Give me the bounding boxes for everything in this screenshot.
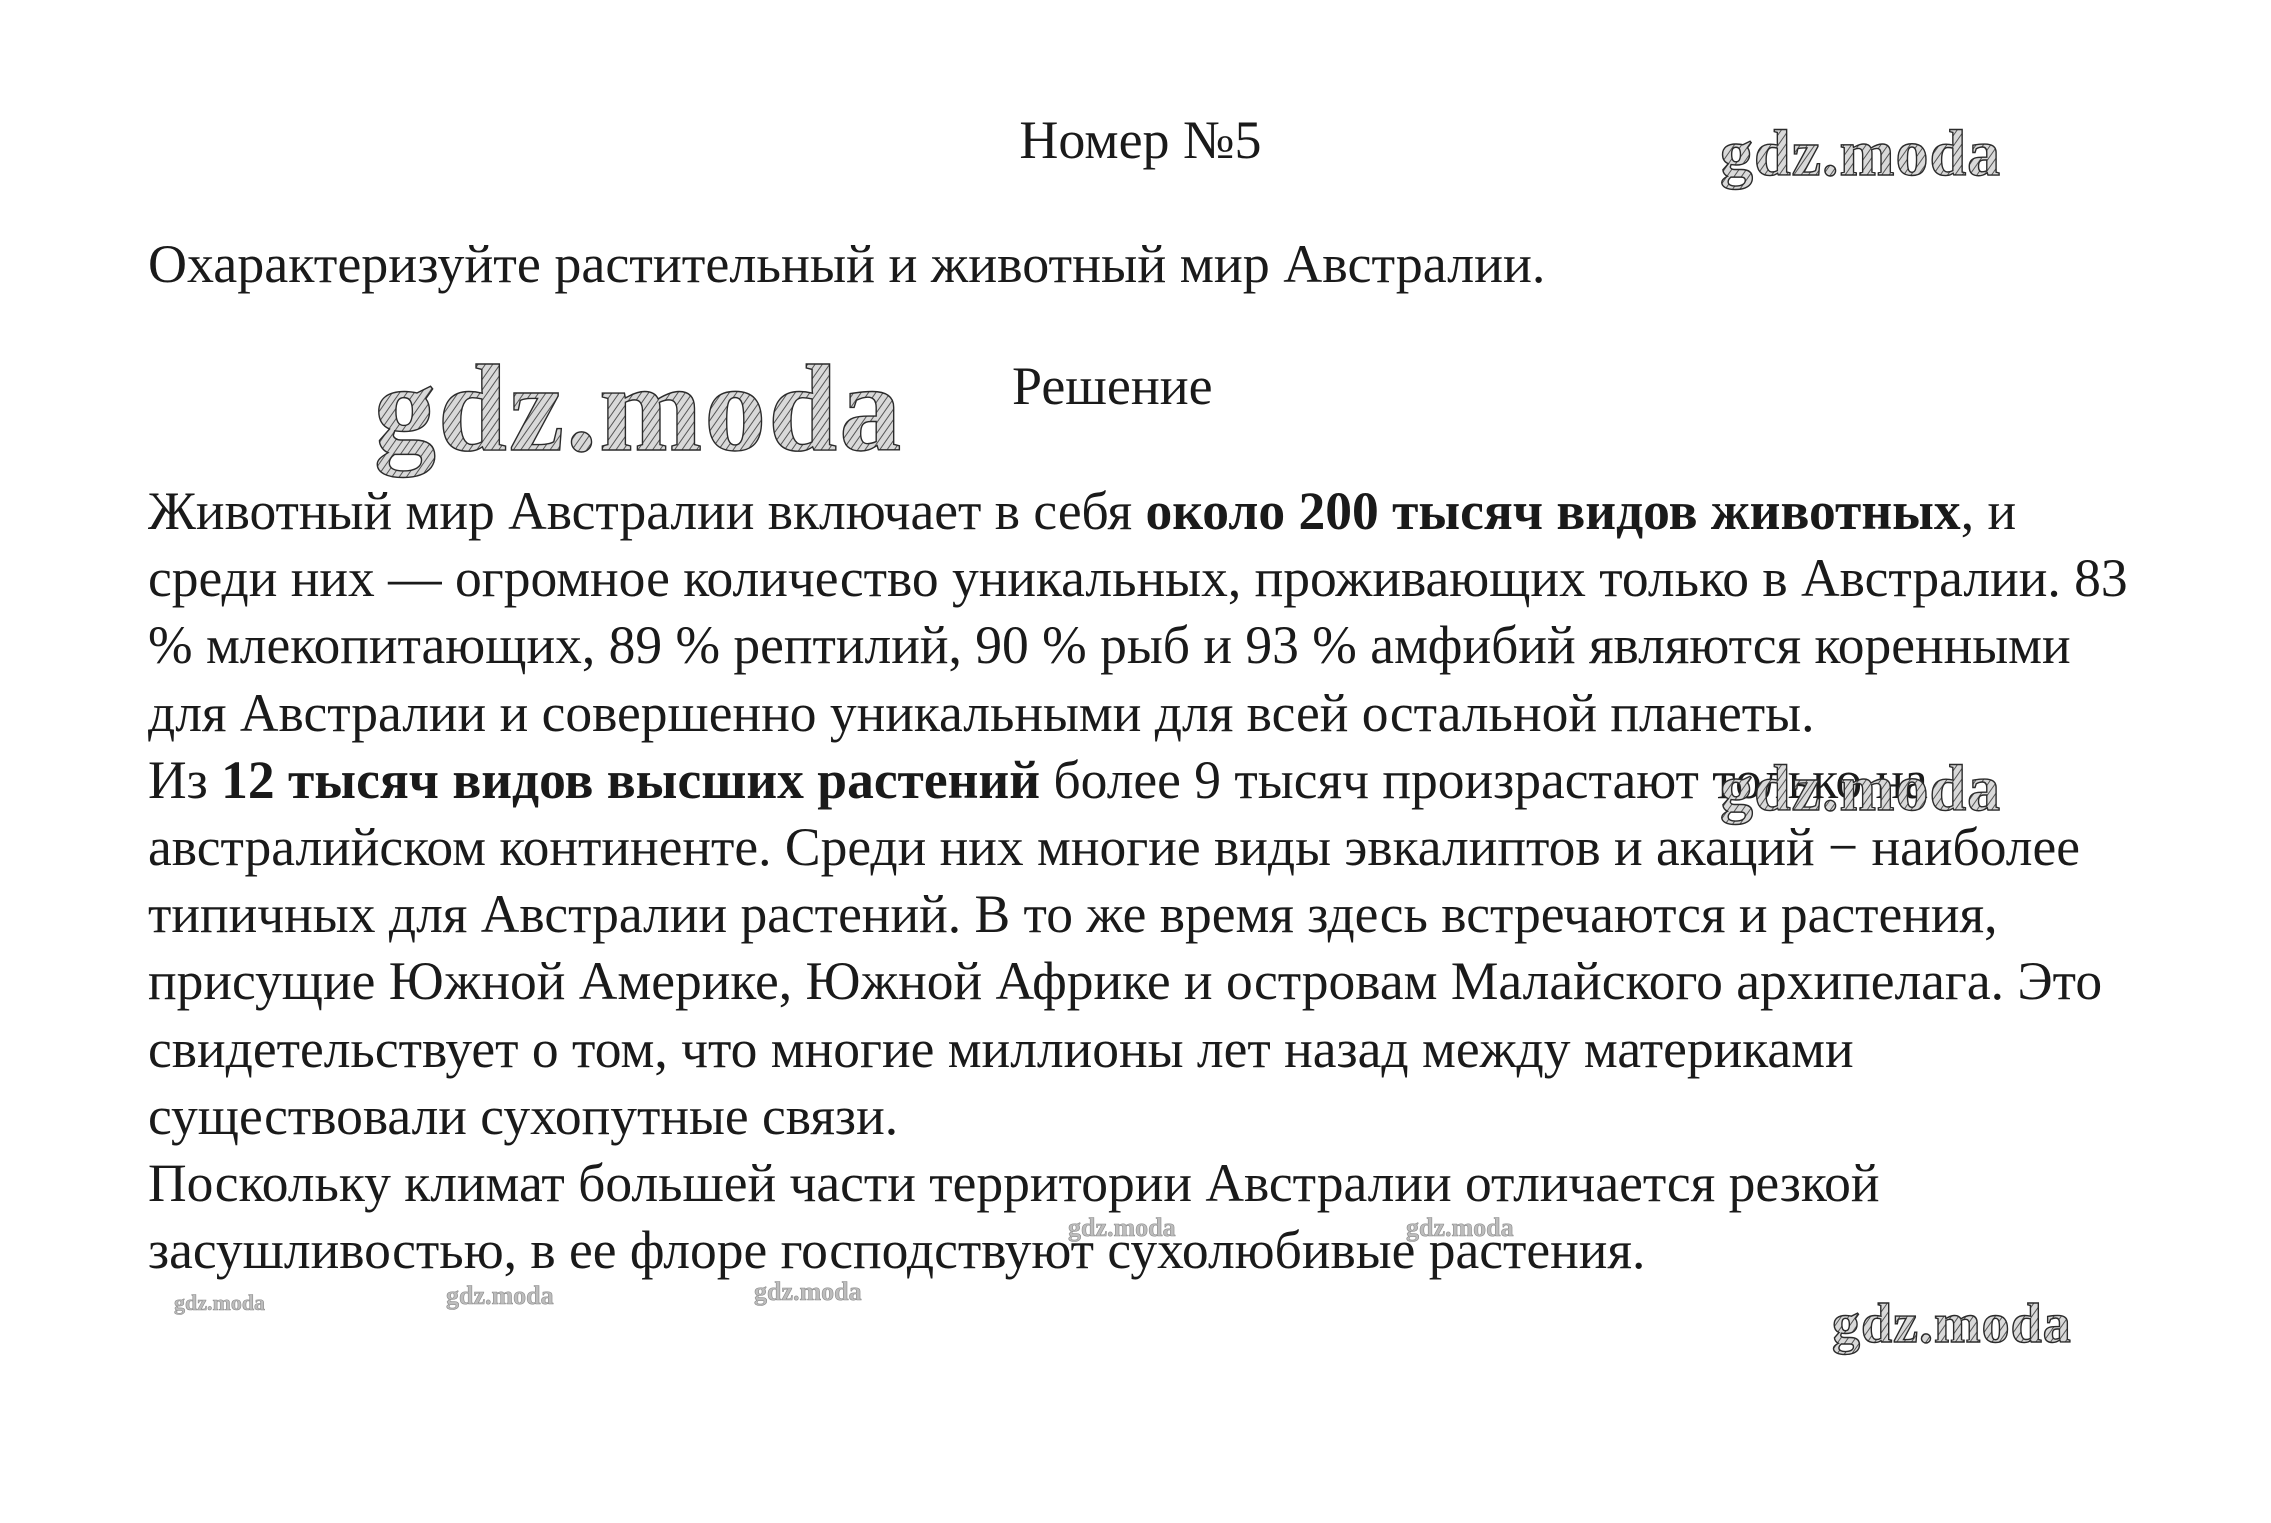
svg-text:gdz.moda [174, 1290, 265, 1315]
solution-body [148, 478, 2138, 1284]
paragraph-climate: Поскольку климат большей части территории Австралии отличается резкой засушливостью, в ее флоре господствуют сухолюбивые растения. [148, 1153, 1880, 1281]
animals-bold-count: около 200 тысяч видов животных [1145, 481, 1961, 541]
watermark-small-2 [1404, 1212, 1554, 1244]
solution-heading: Решение [1012, 356, 1213, 416]
watermark-large [370, 340, 1030, 490]
animals-text-1: Животный мир Австралии включает в себя [148, 481, 1146, 541]
plants-bold-count: 12 тысяч видов высших растений [221, 749, 1041, 810]
plants-text-1: Из [148, 749, 222, 810]
svg-text:gdz.moda [374, 340, 903, 478]
svg-text:gdz.moda [1832, 1293, 2072, 1355]
svg-text:gdz.moda [446, 1281, 554, 1310]
plants-text-2: более 9 тысяч произрастают только на австралийском континенте. Среди них многие виды эвкалиптов и акаций − наиболее типичных для Австралии растений. В то же время здесь встречаются и растения, присущие Южной Америке, Южной Африке и островам Малайского архипелага. Это свидетельствует о том, что многие миллионы лет назад между материками существовали сухопутные связи. [148, 749, 2103, 1146]
svg-text:gdz.moda [1720, 752, 2001, 825]
watermark-small-4 [444, 1280, 594, 1312]
watermark-small-5 [752, 1276, 902, 1308]
watermark-top-right [1718, 115, 2058, 195]
svg-text:gdz.moda [1406, 1213, 1514, 1242]
watermark-small-3 [172, 1288, 292, 1318]
watermark-small-1 [1066, 1212, 1216, 1244]
svg-text:gdz.moda [1068, 1213, 1176, 1242]
svg-text:gdz.moda [754, 1277, 862, 1306]
watermark-middle-right [1718, 750, 2058, 830]
animals-text-2: , и среди них — огромное количество уникальных, проживающих только в Австралии. 83 % млекопитающих, 89 % рептилий, 90 % рыб и 93 % амфибий являются коренными для Австралии и совершенно уникальными для всей остальной планеты. [148, 481, 2128, 743]
paragraph-animals [148, 478, 2138, 747]
watermark-bottom-right [1830, 1290, 2120, 1360]
page-title: Номер №5 [1019, 110, 1262, 170]
task-question: Охарактеризуйте растительный и животный мир Австралии. [148, 234, 1546, 294]
svg-text:gdz.moda [1720, 117, 2001, 190]
